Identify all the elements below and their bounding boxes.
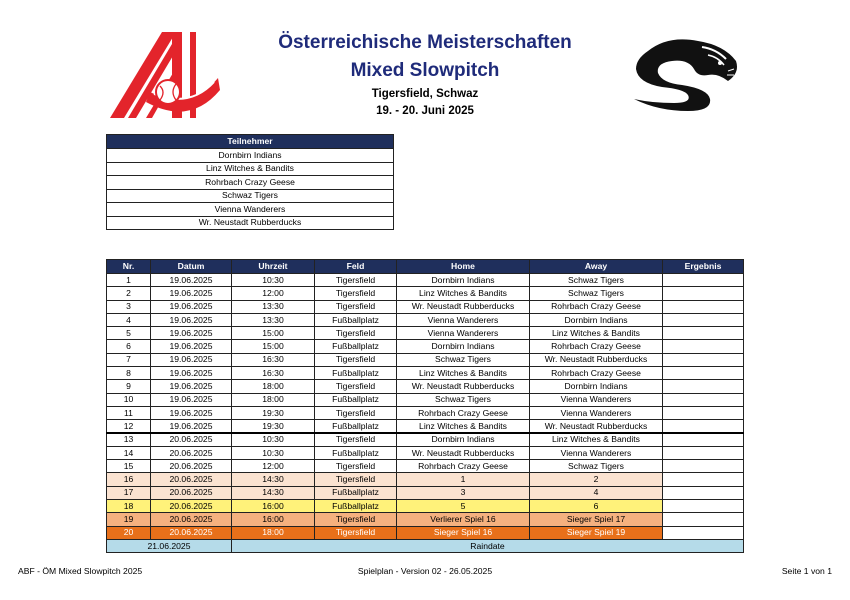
game-field: Fußballplatz (315, 420, 397, 433)
home-team: Dornbirn Indians (397, 274, 530, 287)
participant-team: Linz Witches & Bandits (107, 162, 394, 176)
game-row (107, 340, 744, 353)
game-date: 19.06.2025 (151, 420, 232, 433)
participants-table (106, 134, 394, 230)
game-number: 14 (107, 446, 151, 459)
game-time: 13:30 (232, 313, 315, 326)
game-time: 16:00 (232, 500, 315, 513)
away-team: Linz Witches & Bandits (530, 327, 663, 340)
game-date: 20.06.2025 (151, 433, 232, 446)
game-time: 18:00 (232, 380, 315, 393)
game-result (663, 433, 744, 446)
away-team: Vienna Wanderers (530, 446, 663, 459)
away-team: 4 (530, 486, 663, 499)
home-team: Linz Witches & Bandits (397, 367, 530, 380)
game-result (663, 393, 744, 406)
column-header: Nr. (107, 260, 151, 274)
game-number: 6 (107, 340, 151, 353)
game-number: 1 (107, 274, 151, 287)
game-row (107, 473, 744, 486)
game-time: 19:30 (232, 420, 315, 433)
game-row (107, 420, 744, 433)
away-team: Wr. Neustadt Rubberducks (530, 353, 663, 366)
game-time: 10:30 (232, 446, 315, 459)
game-date: 20.06.2025 (151, 473, 232, 486)
game-field: Fußballplatz (315, 486, 397, 499)
game-number: 17 (107, 486, 151, 499)
home-team: Wr. Neustadt Rubberducks (397, 300, 530, 313)
away-team: Schwaz Tigers (530, 460, 663, 473)
away-team: Rohrbach Crazy Geese (530, 300, 663, 313)
game-field: Tigersfield (315, 353, 397, 366)
venue: Tigersfield, Schwaz (371, 88, 479, 100)
game-row (107, 526, 744, 539)
game-row (107, 380, 744, 393)
game-result (663, 287, 744, 300)
footer-center: Spielplan - Version 02 - 26.05.2025 (357, 566, 493, 576)
game-date: 19.06.2025 (151, 367, 232, 380)
game-time: 16:30 (232, 367, 315, 380)
away-team: Sieger Spiel 19 (530, 526, 663, 539)
game-field: Tigersfield (315, 433, 397, 446)
game-date: 19.06.2025 (151, 313, 232, 326)
game-date: 19.06.2025 (151, 287, 232, 300)
game-row (107, 460, 744, 473)
game-date: 19.06.2025 (151, 406, 232, 419)
game-result (663, 274, 744, 287)
game-date: 19.06.2025 (151, 300, 232, 313)
home-team: Schwaz Tigers (397, 393, 530, 406)
game-result (663, 473, 744, 486)
away-team: Sieger Spiel 17 (530, 513, 663, 526)
game-field: Fußballplatz (315, 500, 397, 513)
game-row (107, 300, 744, 313)
game-number: 13 (107, 433, 151, 446)
game-field: Tigersfield (315, 460, 397, 473)
game-field: Tigersfield (315, 274, 397, 287)
game-number: 9 (107, 380, 151, 393)
game-row (107, 446, 744, 459)
footer-left: ABF - ÖM Mixed Slowpitch 2025 (18, 566, 143, 576)
game-field: Fußballplatz (315, 393, 397, 406)
column-header: Datum (151, 260, 232, 274)
game-time: 18:00 (232, 393, 315, 406)
home-team: Rohrbach Crazy Geese (397, 406, 530, 419)
home-team: Wr. Neustadt Rubberducks (397, 380, 530, 393)
game-number: 12 (107, 420, 151, 433)
game-result (663, 313, 744, 326)
away-team: Rohrbach Crazy Geese (530, 340, 663, 353)
game-time: 14:30 (232, 473, 315, 486)
game-row (107, 367, 744, 380)
game-field: Fußballplatz (315, 367, 397, 380)
column-header: Ergebnis (663, 260, 744, 274)
away-team: Vienna Wanderers (530, 393, 663, 406)
game-row (107, 406, 744, 419)
game-date: 19.06.2025 (151, 353, 232, 366)
game-row (107, 513, 744, 526)
game-number: 8 (107, 367, 151, 380)
home-team: 3 (397, 486, 530, 499)
participant-team: Schwaz Tigers (107, 189, 394, 203)
home-team: Linz Witches & Bandits (397, 420, 530, 433)
game-row (107, 393, 744, 406)
game-result (663, 367, 744, 380)
game-result (663, 526, 744, 539)
game-row (107, 327, 744, 340)
game-time: 15:00 (232, 327, 315, 340)
game-time: 16:30 (232, 353, 315, 366)
away-team: Linz Witches & Bandits (530, 433, 663, 446)
game-result (663, 406, 744, 419)
game-result (663, 500, 744, 513)
raindate-row (107, 539, 744, 552)
game-row (107, 500, 744, 513)
game-row (107, 433, 744, 446)
game-date: 20.06.2025 (151, 446, 232, 459)
game-number: 3 (107, 300, 151, 313)
game-number: 7 (107, 353, 151, 366)
game-time: 14:30 (232, 486, 315, 499)
away-team: Dornbirn Indians (530, 313, 663, 326)
game-field: Tigersfield (315, 406, 397, 419)
column-header: Home (397, 260, 530, 274)
game-date: 20.06.2025 (151, 526, 232, 539)
away-team: 6 (530, 500, 663, 513)
away-team: Schwaz Tigers (530, 287, 663, 300)
participant-team: Vienna Wanderers (107, 203, 394, 217)
game-field: Fußballplatz (315, 313, 397, 326)
home-team: 5 (397, 500, 530, 513)
game-result (663, 353, 744, 366)
game-row (107, 486, 744, 499)
game-field: Fußballplatz (315, 446, 397, 459)
game-date: 20.06.2025 (151, 500, 232, 513)
game-date: 20.06.2025 (151, 513, 232, 526)
game-row (107, 353, 744, 366)
game-number: 5 (107, 327, 151, 340)
game-field: Tigersfield (315, 380, 397, 393)
schedule-header-row (107, 260, 744, 274)
game-number: 2 (107, 287, 151, 300)
column-header: Uhrzeit (232, 260, 315, 274)
game-date: 19.06.2025 (151, 340, 232, 353)
game-time: 10:30 (232, 433, 315, 446)
game-number: 15 (107, 460, 151, 473)
home-team: Dornbirn Indians (397, 340, 530, 353)
game-field: Fußballplatz (315, 340, 397, 353)
game-time: 12:00 (232, 287, 315, 300)
home-team: 1 (397, 473, 530, 486)
game-time: 16:00 (232, 513, 315, 526)
away-team: Wr. Neustadt Rubberducks (530, 420, 663, 433)
game-field: Tigersfield (315, 526, 397, 539)
away-team: Vienna Wanderers (530, 406, 663, 419)
away-team: Rohrbach Crazy Geese (530, 367, 663, 380)
home-team: Vienna Wanderers (397, 313, 530, 326)
game-number: 19 (107, 513, 151, 526)
game-number: 18 (107, 500, 151, 513)
title-line-2: Mixed Slowpitch (350, 60, 500, 81)
game-row (107, 274, 744, 287)
game-date: 19.06.2025 (151, 393, 232, 406)
game-result (663, 340, 744, 353)
game-result (663, 300, 744, 313)
game-result (663, 420, 744, 433)
game-date: 19.06.2025 (151, 274, 232, 287)
event-dates: 19. - 20. Juni 2025 (376, 105, 474, 117)
game-row (107, 287, 744, 300)
game-number: 20 (107, 526, 151, 539)
home-team: Verlierer Spiel 16 (397, 513, 530, 526)
game-date: 20.06.2025 (151, 486, 232, 499)
game-field: Tigersfield (315, 473, 397, 486)
game-result (663, 327, 744, 340)
participant-team: Rohrbach Crazy Geese (107, 176, 394, 190)
game-number: 11 (107, 406, 151, 419)
home-team: Sieger Spiel 16 (397, 526, 530, 539)
participants-header: Teilnehmer (107, 135, 394, 149)
game-time: 18:00 (232, 526, 315, 539)
game-time: 19:30 (232, 406, 315, 419)
participant-team: Wr. Neustadt Rubberducks (107, 216, 394, 230)
game-number: 16 (107, 473, 151, 486)
game-result (663, 380, 744, 393)
schedule-table (106, 259, 744, 553)
column-header: Away (530, 260, 663, 274)
game-result (663, 460, 744, 473)
away-team: Schwaz Tigers (530, 274, 663, 287)
home-team: Schwaz Tigers (397, 353, 530, 366)
game-number: 10 (107, 393, 151, 406)
game-result (663, 446, 744, 459)
home-team: Rohrbach Crazy Geese (397, 460, 530, 473)
game-date: 19.06.2025 (151, 380, 232, 393)
game-time: 15:00 (232, 340, 315, 353)
game-row (107, 313, 744, 326)
title-line-1: Österreichische Meisterschaften (278, 32, 572, 53)
footer-page: Seite 1 von 1 (781, 566, 832, 576)
home-team: Dornbirn Indians (397, 433, 530, 446)
game-time: 13:30 (232, 300, 315, 313)
game-number: 4 (107, 313, 151, 326)
home-team: Wr. Neustadt Rubberducks (397, 446, 530, 459)
game-field: Tigersfield (315, 327, 397, 340)
game-time: 12:00 (232, 460, 315, 473)
game-date: 19.06.2025 (151, 327, 232, 340)
raindate-label: Raindate (232, 539, 744, 552)
game-field: Tigersfield (315, 300, 397, 313)
column-header: Feld (315, 260, 397, 274)
home-team: Linz Witches & Bandits (397, 287, 530, 300)
game-time: 10:30 (232, 274, 315, 287)
game-field: Tigersfield (315, 513, 397, 526)
game-result (663, 513, 744, 526)
away-team: 2 (530, 473, 663, 486)
game-result (663, 486, 744, 499)
away-team: Dornbirn Indians (530, 380, 663, 393)
game-field: Tigersfield (315, 287, 397, 300)
home-team: Vienna Wanderers (397, 327, 530, 340)
raindate-date: 21.06.2025 (107, 539, 232, 552)
game-date: 20.06.2025 (151, 460, 232, 473)
participant-team: Dornbirn Indians (107, 149, 394, 163)
